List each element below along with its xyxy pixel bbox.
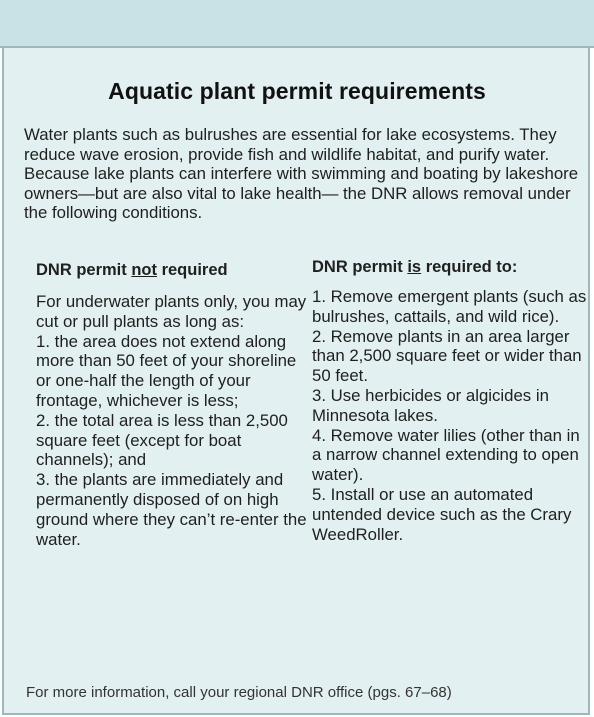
list-item: 1. the area does not extend along more than 50 feet of your shoreline or one-half the length of your frontage, whichever is less;: [36, 331, 297, 410]
permit-not-required-heading: DNR permit not required: [36, 261, 228, 279]
header-band: [0, 0, 594, 48]
list-item: 5. Install or use an automated untended device such as the Crary WeedRoller.: [312, 484, 572, 544]
list-item: 3. Use herbicides or algicides in Minnesota lakes.: [312, 385, 549, 425]
intro-paragraph: Water plants such as bulrushes are essential for lake ecosystems. They reduce wave erosion, provide fish and wildlife habitat, and purify water. Because lake plants can interfere with swimming and boating by lakeshore owners—but are also vital to lake health— the DNR allows removal under the following conditions.: [24, 125, 579, 223]
permit-required-column: [312, 257, 588, 544]
list-item: 3. the plants are immediately and permanently disposed of on high ground where they can’t re-enter the water.: [36, 470, 307, 549]
permit-not-required-column: [36, 257, 308, 549]
list-item: 2. Remove plants in an area larger than 2,500 square feet or wider than 50 feet.: [312, 326, 582, 386]
permit-required-heading: DNR permit is required to:: [312, 258, 518, 276]
footer-note: For more information, call your regional DNR office (pgs. 67–68): [26, 684, 452, 701]
list-item: 4. Remove water lilies (other than in a narrow channel extending to open water).: [312, 425, 580, 485]
page-title: Aquatic plant permit requirements: [108, 78, 486, 104]
underline-not: not: [131, 261, 157, 279]
list-item: 1. Remove emergent plants (such as bulrushes, cattails, and wild rice).: [312, 287, 587, 326]
underline-is: is: [407, 258, 422, 276]
permit-not-required-list: [36, 292, 308, 549]
list-item: For underwater plants only, you may cut or pull plants as long as:: [36, 292, 307, 331]
permit-required-list: [312, 287, 588, 544]
list-item: 2. the total area is less than 2,500 square feet (except for boat channels); and: [36, 410, 288, 470]
